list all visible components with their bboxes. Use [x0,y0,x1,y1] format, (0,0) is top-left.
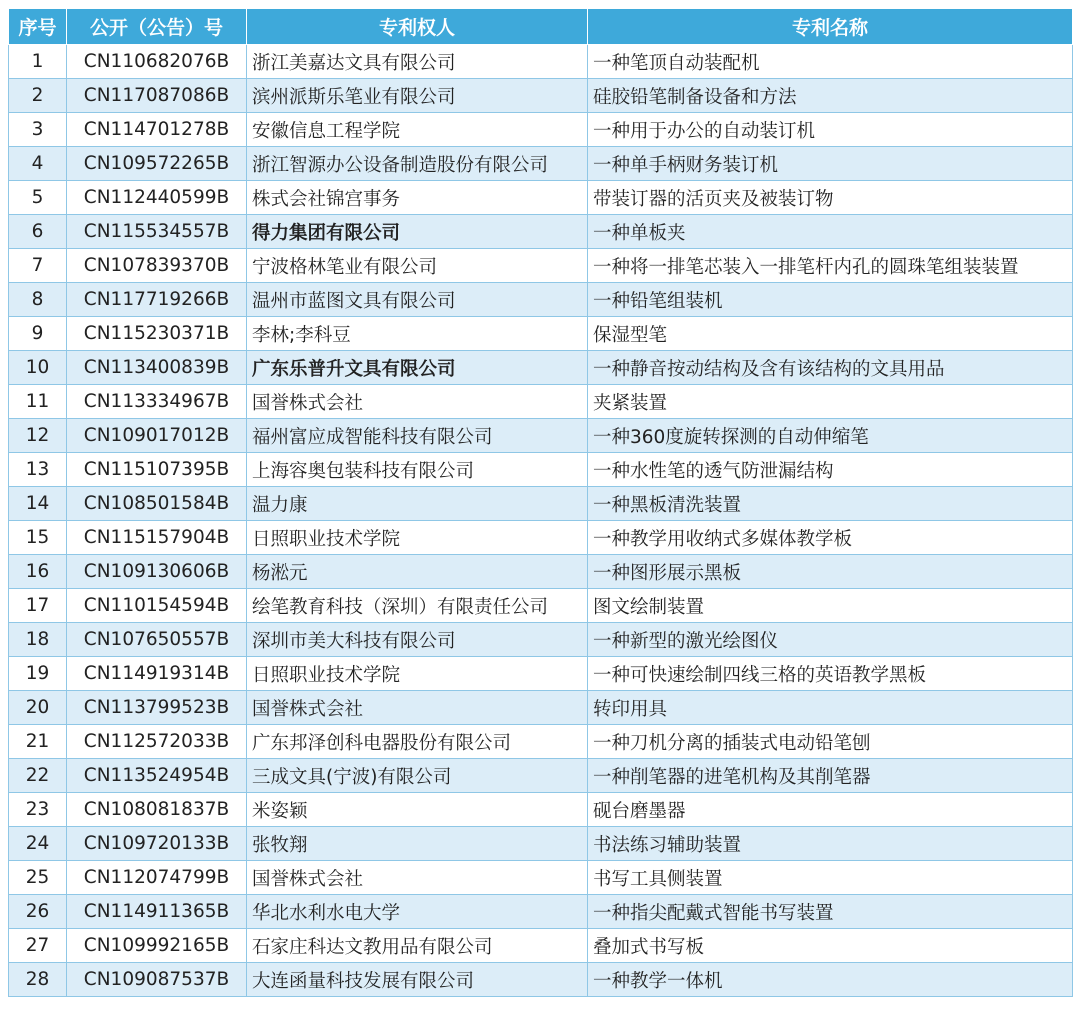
cell-patent-holder: 日照职业技术学院 [247,657,588,691]
table-row [9,691,1073,725]
cell-serial-number: 6 [9,215,67,249]
patent-table [8,9,1073,997]
table-row [9,725,1073,759]
table-row [9,215,1073,249]
cell-patent-holder: 杨淞元 [247,555,588,589]
cell-patent-name: 一种单手柄财务装订机 [588,147,1073,181]
cell-publication-number: CN115534557B [67,215,247,249]
cell-serial-number: 21 [9,725,67,759]
cell-serial-number: 5 [9,181,67,215]
cell-serial-number: 3 [9,113,67,147]
cell-serial-number: 22 [9,759,67,793]
table-row [9,861,1073,895]
cell-patent-holder: 安徽信息工程学院 [247,113,588,147]
cell-patent-holder: 株式会社锦宫事务 [247,181,588,215]
table-body [9,45,1073,997]
cell-patent-holder: 温州市蓝图文具有限公司 [247,283,588,317]
cell-serial-number: 14 [9,487,67,521]
table-row [9,249,1073,283]
cell-patent-name: 一种360度旋转探测的自动伸缩笔 [588,419,1073,453]
cell-publication-number: CN112074799B [67,861,247,895]
cell-publication-number: CN109572265B [67,147,247,181]
cell-patent-holder: 浙江美嘉达文具有限公司 [247,45,588,79]
cell-patent-holder: 得力集团有限公司 [247,215,588,249]
cell-publication-number: CN115157904B [67,521,247,555]
cell-publication-number: CN109130606B [67,555,247,589]
cell-patent-holder: 福州富应成智能科技有限公司 [247,419,588,453]
table-row [9,147,1073,181]
patent-table-container [8,9,1072,997]
cell-publication-number: CN113334967B [67,385,247,419]
table-row [9,963,1073,997]
cell-publication-number: CN108081837B [67,793,247,827]
cell-patent-holder: 张牧翔 [247,827,588,861]
cell-publication-number: CN108501584B [67,487,247,521]
cell-patent-name: 一种削笔器的进笔机构及其削笔器 [588,759,1073,793]
cell-patent-name: 一种新型的激光绘图仪 [588,623,1073,657]
cell-publication-number: CN112572033B [67,725,247,759]
cell-publication-number: CN109087537B [67,963,247,997]
table-row [9,419,1073,453]
cell-publication-number: CN114911365B [67,895,247,929]
cell-patent-name: 一种水性笔的透气防泄漏结构 [588,453,1073,487]
cell-publication-number: CN117719266B [67,283,247,317]
cell-patent-holder: 深圳市美大科技有限公司 [247,623,588,657]
cell-publication-number: CN114701278B [67,113,247,147]
cell-patent-holder: 温力康 [247,487,588,521]
cell-patent-name: 一种将一排笔芯装入一排笔杆内孔的圆珠笔组装装置 [588,249,1073,283]
cell-publication-number: CN115107395B [67,453,247,487]
cell-publication-number: CN114919314B [67,657,247,691]
cell-serial-number: 19 [9,657,67,691]
cell-patent-name: 砚台磨墨器 [588,793,1073,827]
cell-patent-holder: 广东乐普升文具有限公司 [247,351,588,385]
cell-patent-name: 一种笔顶自动装配机 [588,45,1073,79]
cell-serial-number: 20 [9,691,67,725]
cell-publication-number: CN115230371B [67,317,247,351]
cell-publication-number: CN110154594B [67,589,247,623]
cell-serial-number: 13 [9,453,67,487]
cell-patent-holder: 石家庄科达文教用品有限公司 [247,929,588,963]
cell-serial-number: 8 [9,283,67,317]
cell-patent-name: 书写工具侧装置 [588,861,1073,895]
table-row [9,895,1073,929]
cell-publication-number: CN110682076B [67,45,247,79]
table-row [9,79,1073,113]
cell-patent-name: 一种可快速绘制四线三格的英语教学黑板 [588,657,1073,691]
cell-patent-holder: 李林;李科豆 [247,317,588,351]
cell-serial-number: 4 [9,147,67,181]
cell-patent-holder: 日照职业技术学院 [247,521,588,555]
table-row [9,657,1073,691]
cell-patent-name: 一种铅笔组装机 [588,283,1073,317]
cell-serial-number: 24 [9,827,67,861]
cell-patent-name: 保湿型笔 [588,317,1073,351]
table-row [9,385,1073,419]
table-row [9,555,1073,589]
header-publication-number: 公开（公告）号 [67,9,247,45]
cell-patent-holder: 米姿颖 [247,793,588,827]
table-row [9,521,1073,555]
cell-serial-number: 18 [9,623,67,657]
header-patent-name: 专利名称 [588,9,1073,45]
cell-patent-holder: 国誉株式会社 [247,861,588,895]
cell-patent-name: 叠加式书写板 [588,929,1073,963]
header-patent-holder: 专利权人 [247,9,588,45]
cell-patent-name: 一种单板夹 [588,215,1073,249]
cell-patent-name: 一种黑板清洗装置 [588,487,1073,521]
table-row [9,351,1073,385]
cell-serial-number: 2 [9,79,67,113]
cell-patent-holder: 华北水利水电大学 [247,895,588,929]
cell-patent-holder: 广东邦泽创科电器股份有限公司 [247,725,588,759]
cell-serial-number: 11 [9,385,67,419]
header-row [9,9,1073,45]
cell-patent-holder: 国誉株式会社 [247,691,588,725]
cell-publication-number: CN113400839B [67,351,247,385]
cell-publication-number: CN107650557B [67,623,247,657]
cell-serial-number: 12 [9,419,67,453]
cell-patent-holder: 国誉株式会社 [247,385,588,419]
table-header [9,9,1073,45]
cell-patent-holder: 宁波格林笔业有限公司 [247,249,588,283]
cell-serial-number: 1 [9,45,67,79]
cell-serial-number: 10 [9,351,67,385]
cell-patent-name: 一种教学一体机 [588,963,1073,997]
cell-publication-number: CN112440599B [67,181,247,215]
cell-patent-holder: 滨州派斯乐笔业有限公司 [247,79,588,113]
cell-serial-number: 25 [9,861,67,895]
cell-serial-number: 28 [9,963,67,997]
cell-serial-number: 23 [9,793,67,827]
table-row [9,317,1073,351]
cell-patent-holder: 浙江智源办公设备制造股份有限公司 [247,147,588,181]
table-row [9,793,1073,827]
table-row [9,453,1073,487]
cell-publication-number: CN107839370B [67,249,247,283]
cell-publication-number: CN109017012B [67,419,247,453]
cell-patent-name: 带装订器的活页夹及被装订物 [588,181,1073,215]
cell-serial-number: 16 [9,555,67,589]
cell-patent-holder: 三成文具(宁波)有限公司 [247,759,588,793]
cell-publication-number: CN109992165B [67,929,247,963]
cell-patent-name: 夹紧装置 [588,385,1073,419]
cell-serial-number: 27 [9,929,67,963]
cell-patent-name: 一种刀机分离的插装式电动铅笔刨 [588,725,1073,759]
cell-patent-holder: 大连函量科技发展有限公司 [247,963,588,997]
cell-patent-name: 图文绘制装置 [588,589,1073,623]
cell-patent-name: 一种静音按动结构及含有该结构的文具用品 [588,351,1073,385]
cell-patent-name: 硅胶铅笔制备设备和方法 [588,79,1073,113]
cell-serial-number: 17 [9,589,67,623]
table-row [9,283,1073,317]
cell-serial-number: 15 [9,521,67,555]
cell-publication-number: CN109720133B [67,827,247,861]
table-row [9,929,1073,963]
cell-patent-name: 一种教学用收纳式多媒体教学板 [588,521,1073,555]
cell-patent-name: 一种图形展示黑板 [588,555,1073,589]
cell-publication-number: CN113524954B [67,759,247,793]
header-serial-number: 序号 [9,9,67,45]
cell-patent-name: 书法练习辅助装置 [588,827,1073,861]
table-row [9,181,1073,215]
cell-serial-number: 26 [9,895,67,929]
cell-serial-number: 9 [9,317,67,351]
table-row [9,589,1073,623]
cell-publication-number: CN113799523B [67,691,247,725]
table-row [9,113,1073,147]
cell-patent-holder: 绘笔教育科技（深圳）有限责任公司 [247,589,588,623]
table-row [9,759,1073,793]
table-row [9,45,1073,79]
cell-patent-name: 一种用于办公的自动装订机 [588,113,1073,147]
cell-patent-name: 转印用具 [588,691,1073,725]
cell-serial-number: 7 [9,249,67,283]
cell-patent-holder: 上海容奥包装科技有限公司 [247,453,588,487]
table-row [9,623,1073,657]
cell-patent-name: 一种指尖配戴式智能书写装置 [588,895,1073,929]
cell-publication-number: CN117087086B [67,79,247,113]
table-row [9,827,1073,861]
table-row [9,487,1073,521]
